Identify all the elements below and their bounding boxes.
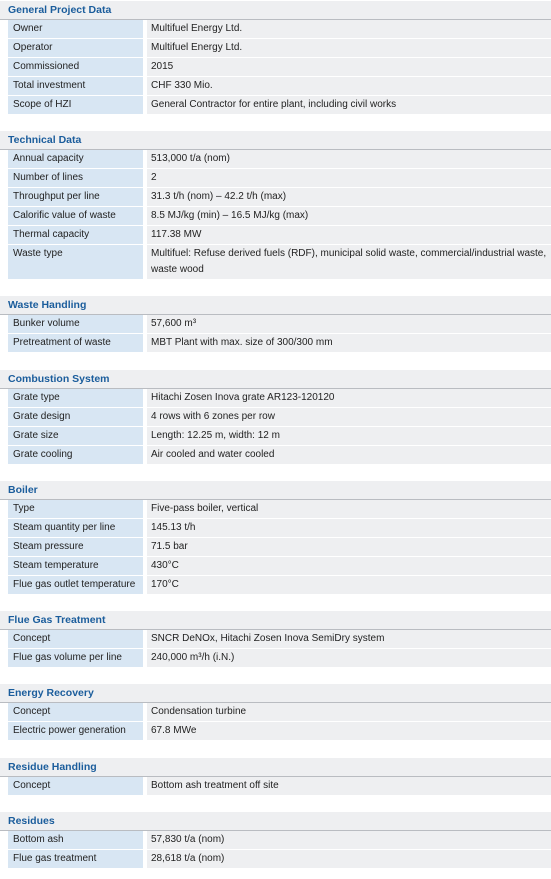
row-value: Air cooled and water cooled (147, 446, 551, 464)
table-row (0, 77, 551, 96)
row-label: Steam temperature (8, 557, 143, 575)
row-value: General Contractor for entire plant, including civil works (147, 96, 551, 114)
row-value: 430°C (147, 557, 551, 575)
section-flue-gas-treatment (0, 611, 551, 668)
section-boiler (0, 481, 551, 595)
table-row (0, 722, 551, 741)
row-label: Scope of HZI (8, 96, 143, 114)
table-row (0, 576, 551, 595)
row-value: Condensation turbine (147, 703, 551, 721)
table-row (0, 703, 551, 722)
row-value: 31.3 t/h (nom) – 42.2 t/h (max) (147, 188, 551, 206)
section-title: Residue Handling (0, 758, 551, 777)
row-label: Steam quantity per line (8, 519, 143, 537)
table-row (0, 408, 551, 427)
table-row (0, 96, 551, 115)
row-value: 8.5 MJ/kg (min) – 16.5 MJ/kg (max) (147, 207, 551, 225)
row-label: Thermal capacity (8, 226, 143, 244)
row-label: Owner (8, 20, 143, 38)
row-value: Multifuel Energy Ltd. (147, 39, 551, 57)
table-row (0, 446, 551, 465)
section-title: Flue Gas Treatment (0, 611, 551, 630)
row-label: Throughput per line (8, 188, 143, 206)
table-row (0, 334, 551, 353)
row-value: 28,618 t/a (nom) (147, 850, 551, 868)
table-row (0, 150, 551, 169)
row-value: 170°C (147, 576, 551, 594)
table-row (0, 58, 551, 77)
row-value: Bottom ash treatment off site (147, 777, 551, 795)
row-label: Grate cooling (8, 446, 143, 464)
section-title: Energy Recovery (0, 684, 551, 703)
row-label: Number of lines (8, 169, 143, 187)
row-label: Bunker volume (8, 315, 143, 333)
table-row (0, 427, 551, 446)
table-row (0, 20, 551, 39)
row-label: Calorific value of waste (8, 207, 143, 225)
row-label: Operator (8, 39, 143, 57)
section-title: General Project Data (0, 1, 551, 20)
table-row (0, 188, 551, 207)
row-value: 57,600 m³ (147, 315, 551, 333)
table-row (0, 39, 551, 58)
section-title: Boiler (0, 481, 551, 500)
table-row (0, 850, 551, 869)
row-label: Total investment (8, 77, 143, 95)
table-row (0, 169, 551, 188)
row-value: CHF 330 Mio. (147, 77, 551, 95)
row-label: Pretreatment of waste (8, 334, 143, 352)
section-residue-handling (0, 758, 551, 796)
row-label: Flue gas treatment (8, 850, 143, 868)
table-row (0, 315, 551, 334)
row-label: Bottom ash (8, 831, 143, 849)
row-label: Commissioned (8, 58, 143, 76)
row-value: 67.8 MWe (147, 722, 551, 740)
section-general-project-data (0, 1, 551, 115)
row-value: Length: 12.25 m, width: 12 m (147, 427, 551, 445)
table-row (0, 831, 551, 850)
table-row (0, 538, 551, 557)
row-value: 2 (147, 169, 551, 187)
table-row (0, 630, 551, 649)
row-label: Waste type (8, 245, 143, 279)
row-label: Grate size (8, 427, 143, 445)
row-value: 240,000 m³/h (i.N.) (147, 649, 551, 667)
row-value: 2015 (147, 58, 551, 76)
row-label: Concept (8, 777, 143, 795)
section-combustion-system (0, 370, 551, 465)
row-label: Electric power generation (8, 722, 143, 740)
row-value: Multifuel Energy Ltd. (147, 20, 551, 38)
row-value: 71.5 bar (147, 538, 551, 556)
row-value: 513,000 t/a (nom) (147, 150, 551, 168)
row-value: SNCR DeNOx, Hitachi Zosen Inova SemiDry system (147, 630, 551, 648)
table-row (0, 519, 551, 538)
row-value: Multifuel: Refuse derived fuels (RDF), municipal solid waste, commercial/industrial waste, waste wood (147, 245, 551, 279)
row-value: MBT Plant with max. size of 300/300 mm (147, 334, 551, 352)
section-technical-data (0, 131, 551, 280)
section-energy-recovery (0, 684, 551, 741)
section-title: Residues (0, 812, 551, 831)
section-waste-handling (0, 296, 551, 353)
section-title: Technical Data (0, 131, 551, 150)
row-label: Grate type (8, 389, 143, 407)
row-label: Steam pressure (8, 538, 143, 556)
table-row (0, 557, 551, 576)
row-label: Flue gas volume per line (8, 649, 143, 667)
row-label: Flue gas outlet temperature (8, 576, 143, 594)
table-row (0, 649, 551, 668)
row-label: Concept (8, 630, 143, 648)
table-row (0, 777, 551, 796)
table-row (0, 389, 551, 408)
row-value: 4 rows with 6 zones per row (147, 408, 551, 426)
table-row (0, 207, 551, 226)
row-value: 117.38 MW (147, 226, 551, 244)
row-label: Annual capacity (8, 150, 143, 168)
table-row (0, 245, 551, 280)
row-value: 145.13 t/h (147, 519, 551, 537)
row-value: Five-pass boiler, vertical (147, 500, 551, 518)
section-residues (0, 812, 551, 869)
section-title: Waste Handling (0, 296, 551, 315)
table-row (0, 226, 551, 245)
row-label: Grate design (8, 408, 143, 426)
section-title: Combustion System (0, 370, 551, 389)
row-label: Type (8, 500, 143, 518)
table-row (0, 500, 551, 519)
row-value: 57,830 t/a (nom) (147, 831, 551, 849)
row-label: Concept (8, 703, 143, 721)
row-value: Hitachi Zosen Inova grate AR123-120120 (147, 389, 551, 407)
